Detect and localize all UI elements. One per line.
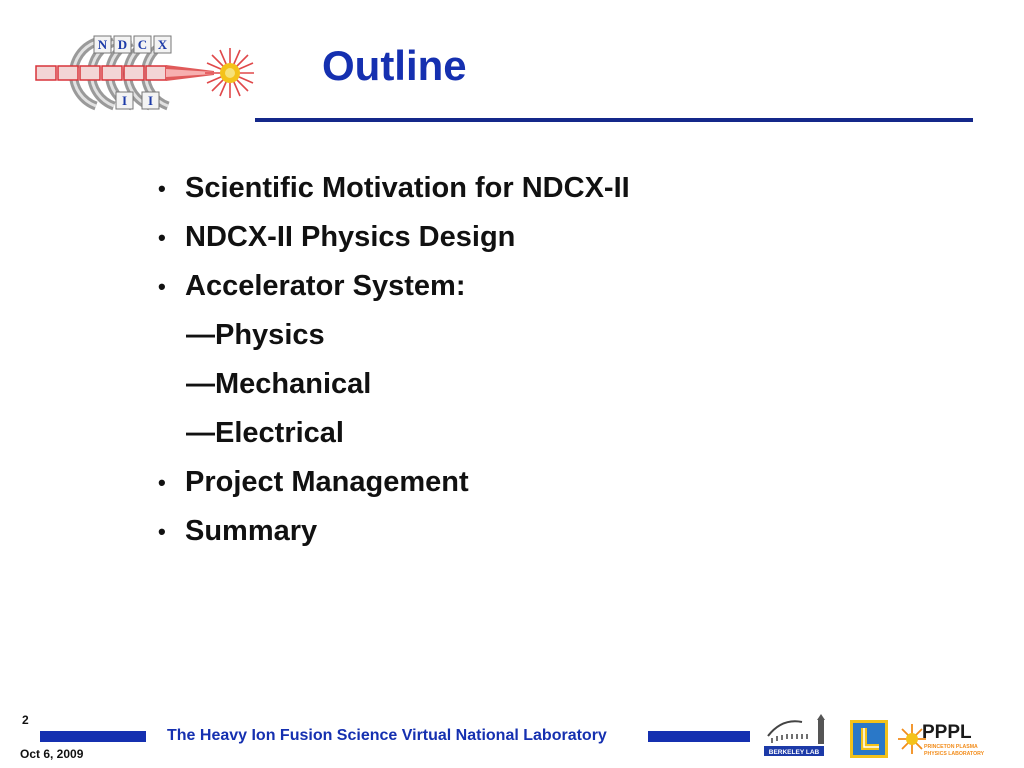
pppl-logo-subtitle-1: PRINCETON PLASMA [924,744,978,750]
logo-letter-d: D [117,37,128,52]
llnl-logo [850,720,888,758]
logo-letter-i2: I [147,93,154,108]
list-item-text: Scientific Motivation for NDCX-II [185,172,630,204]
list-item-text: Summary [185,515,318,547]
footer-lab-name: The Heavy Ion Fusion Science Virtual National Laboratory [167,727,607,744]
bullet-marker: • [158,225,166,250]
ndcx-logo [34,30,254,116]
logo-letter-i1: I [121,93,128,108]
bullet-marker: • [158,470,166,495]
list-item-text: NDCX-II Physics Design [185,221,516,253]
pppl-logo-text: PPPL [922,722,972,743]
pppl-logo-subtitle-2: PHYSICS LABORATORY [924,751,985,757]
logo-letter-n: N [97,37,108,52]
sub-list-item-text: —Electrical [186,417,344,449]
page-number: 2 [22,713,29,727]
bullet-marker: • [158,519,166,544]
bullet-marker: • [158,176,166,201]
bullet-marker: • [158,274,166,299]
footer-bar-right [648,731,750,742]
logo-letter-x: X [157,37,168,52]
list-item-text: Accelerator System: [185,270,466,302]
footer-bar-left [40,731,146,742]
sub-list-item-text: —Physics [186,319,325,351]
lbl-logo-text: BERKELEY LAB [768,749,820,756]
slide-title: Outline [322,42,467,89]
logo-letter-c: C [137,37,148,52]
pppl-logo [898,718,994,760]
sub-list-item-text: —Mechanical [186,368,372,400]
slide-date: Oct 6, 2009 [20,747,84,761]
title-underline [255,118,973,122]
list-item-text: Project Management [185,466,469,498]
berkeley-lab-logo [762,712,836,758]
